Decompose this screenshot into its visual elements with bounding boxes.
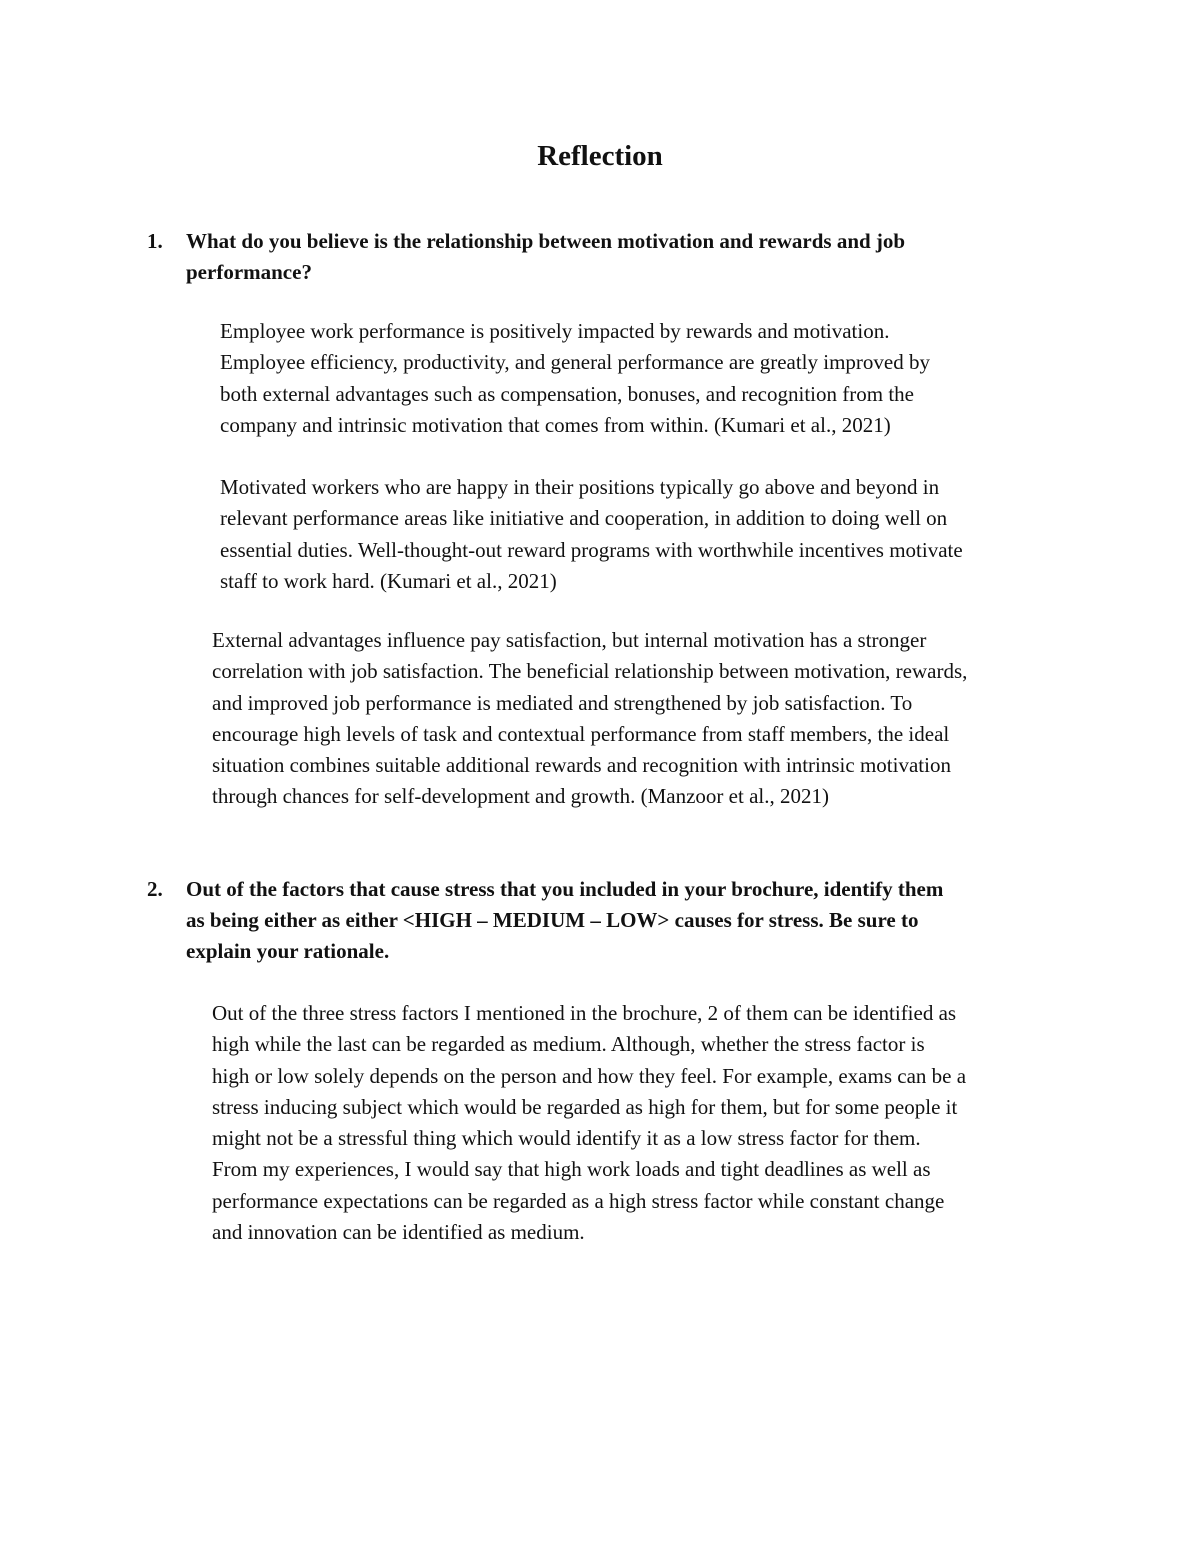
text-line: high or low solely depends on the person and how they feel. For example, exams can be a bbox=[212, 1063, 967, 1088]
text-line: situation combines suitable additional rewards and recognition with intrinsic motivation bbox=[212, 753, 951, 778]
text-line: relevant performance areas like initiative and cooperation, in addition to doing well on bbox=[220, 506, 948, 531]
question-number: 2. bbox=[147, 877, 163, 901]
question-number: 1. bbox=[147, 229, 163, 253]
answer-paragraph bbox=[212, 998, 1132, 1248]
text-line: company and intrinsic motivation that comes from within. (Kumari et al., 2021) bbox=[220, 412, 891, 437]
text-line: essential duties. Well-thought-out reward programs with worthwhile incentives motivate bbox=[220, 537, 963, 562]
question-line: performance? bbox=[186, 260, 312, 284]
question-2 bbox=[0, 874, 1200, 967]
text-line: and improved job performance is mediated and strengthened by job satisfaction. To bbox=[212, 690, 913, 715]
answer-paragraph bbox=[212, 625, 1132, 813]
text-line: Employee work performance is positively impacted by rewards and motivation. bbox=[220, 319, 890, 343]
question-1 bbox=[0, 226, 1200, 288]
text-line: stress inducing subject which would be regarded as high for them, but for some people it bbox=[212, 1094, 958, 1119]
text-line: encourage high levels of task and contextual performance from staff members, the ideal bbox=[212, 721, 950, 746]
text-line: through chances for self-development and growth. (Manzoor et al., 2021) bbox=[212, 784, 829, 809]
text-line: Out of the three stress factors I mentioned in the brochure, 2 of them can be identified as bbox=[212, 1001, 957, 1025]
answer-paragraph bbox=[220, 472, 1120, 597]
text-line: high while the last can be regarded as medium. Although, whether the stress factor is bbox=[212, 1032, 925, 1057]
text-line: might not be a stressful thing which would identify it as a low stress factor for them. bbox=[212, 1126, 921, 1151]
text-line: correlation with job satisfaction. The beneficial relationship between motivation, rewards, bbox=[212, 659, 968, 684]
text-line: Motivated workers who are happy in their positions typically go above and beyond in bbox=[220, 475, 940, 499]
answer-paragraph bbox=[220, 316, 1120, 441]
question-line: as being either as either <HIGH – MEDIUM – LOW> causes for stress. Be sure to bbox=[186, 908, 919, 932]
text-line: External advantages influence pay satisfaction, but internal motivation has a stronger bbox=[212, 628, 927, 652]
text-line: staff to work hard. (Kumari et al., 2021) bbox=[220, 568, 557, 593]
text-line: From my experiences, I would say that high work loads and tight deadlines as well as bbox=[212, 1157, 931, 1182]
question-line: Out of the factors that cause stress that you included in your brochure, identify them bbox=[186, 877, 944, 901]
question-line: What do you believe is the relationship between motivation and rewards and job bbox=[186, 229, 906, 253]
text-line: both external advantages such as compensation, bonuses, and recognition from the bbox=[220, 381, 914, 406]
text-line: performance expectations can be regarded as a high stress factor while constant change bbox=[212, 1188, 945, 1213]
question-line: explain your rationale. bbox=[186, 939, 390, 963]
text-line: Employee efficiency, productivity, and general performance are greatly improved by bbox=[220, 350, 931, 375]
document-title: Reflection bbox=[537, 140, 663, 172]
text-line: and innovation can be identified as medium. bbox=[212, 1220, 585, 1245]
